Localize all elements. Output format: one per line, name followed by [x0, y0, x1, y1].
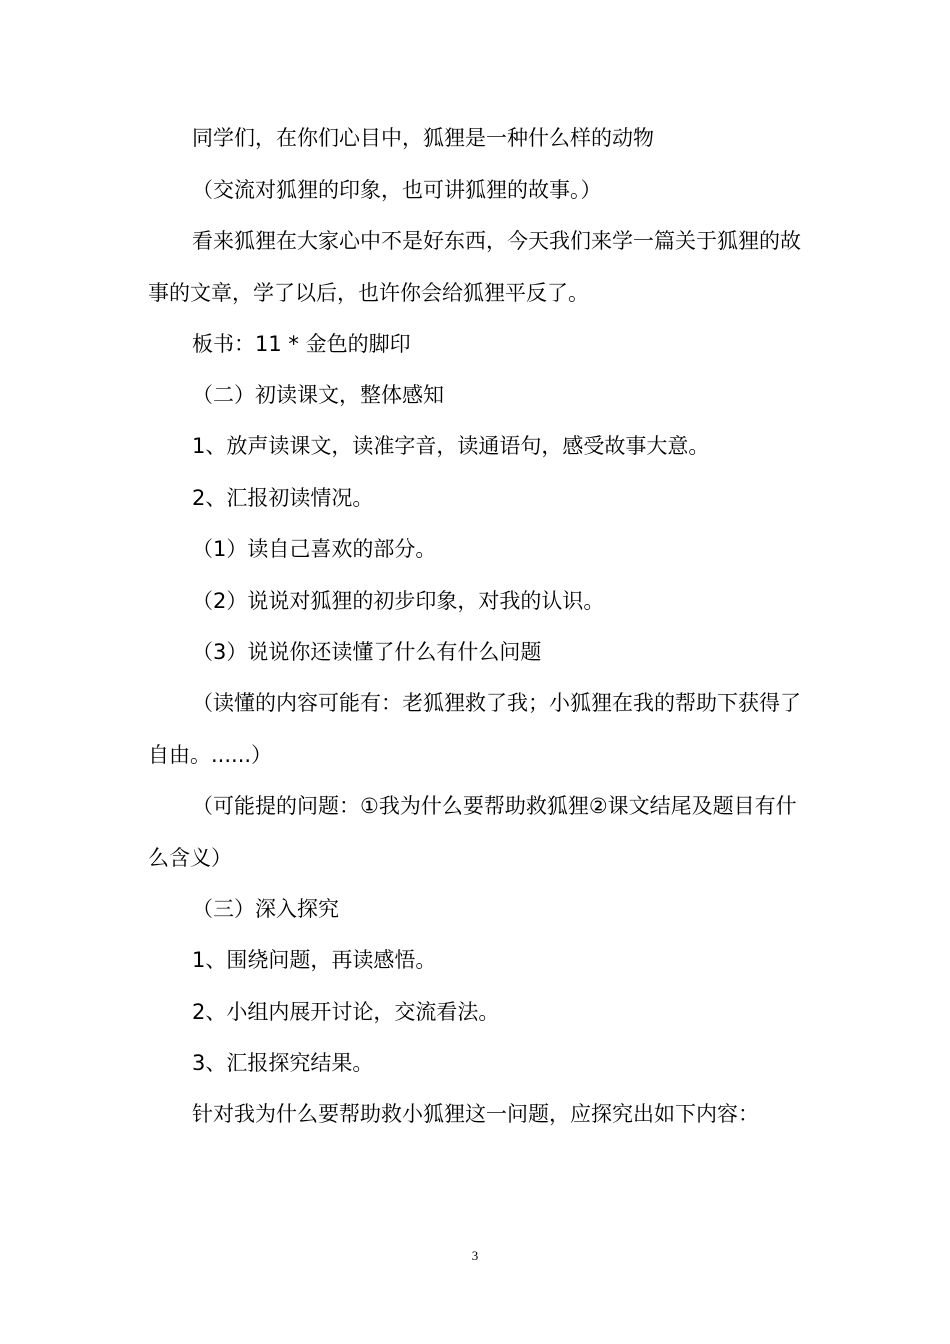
paragraph: （读懂的内容可能有：老狐狸救了我；小狐狸在我的帮助下获得了自由。......）: [148, 691, 801, 767]
paragraph: 1、围绕问题，再读感悟。: [192, 948, 437, 972]
paragraph: 针对我为什么要帮助救小狐狸这一问题，应探究出如下内容：: [192, 1102, 759, 1126]
paragraph: （可能提的问题：①我为什么要帮助救狐狸②课文结尾及题目有什么含义）: [148, 794, 797, 870]
paragraph: 2、汇报初读情况。: [192, 486, 374, 510]
paragraph: （交流对狐狸的印象，也可讲狐狸的故事。）: [192, 178, 602, 202]
paragraph: （1）读自己喜欢的部分。: [192, 537, 437, 561]
paragraph: （二）初读课文，整体感知: [192, 383, 444, 407]
paragraph: 3、汇报探究结果。: [192, 1051, 374, 1075]
paragraph: （3）说说你还读懂了什么有什么问题: [192, 640, 542, 664]
paragraph: （三）深入探究: [192, 897, 339, 921]
paragraph: （2）说说对狐狸的初步印象，对我的认识。: [192, 589, 605, 613]
paragraph: 同学们，在你们心目中，狐狸是一种什么样的动物: [192, 126, 654, 150]
page-number: 3: [471, 1248, 479, 1263]
paragraph: 板书：11 * 金色的脚印: [192, 332, 411, 356]
paragraph: 1、放声读课文，读准字音，读通语句，感受故事大意。: [192, 434, 710, 458]
paragraph: 看来狐狸在大家心中不是好东西，今天我们来学一篇关于狐狸的故事的文章，学了以后，也许你会给狐狸平反了。: [148, 229, 801, 305]
paragraph: 2、小组内展开讨论，交流看法。: [192, 1000, 500, 1024]
